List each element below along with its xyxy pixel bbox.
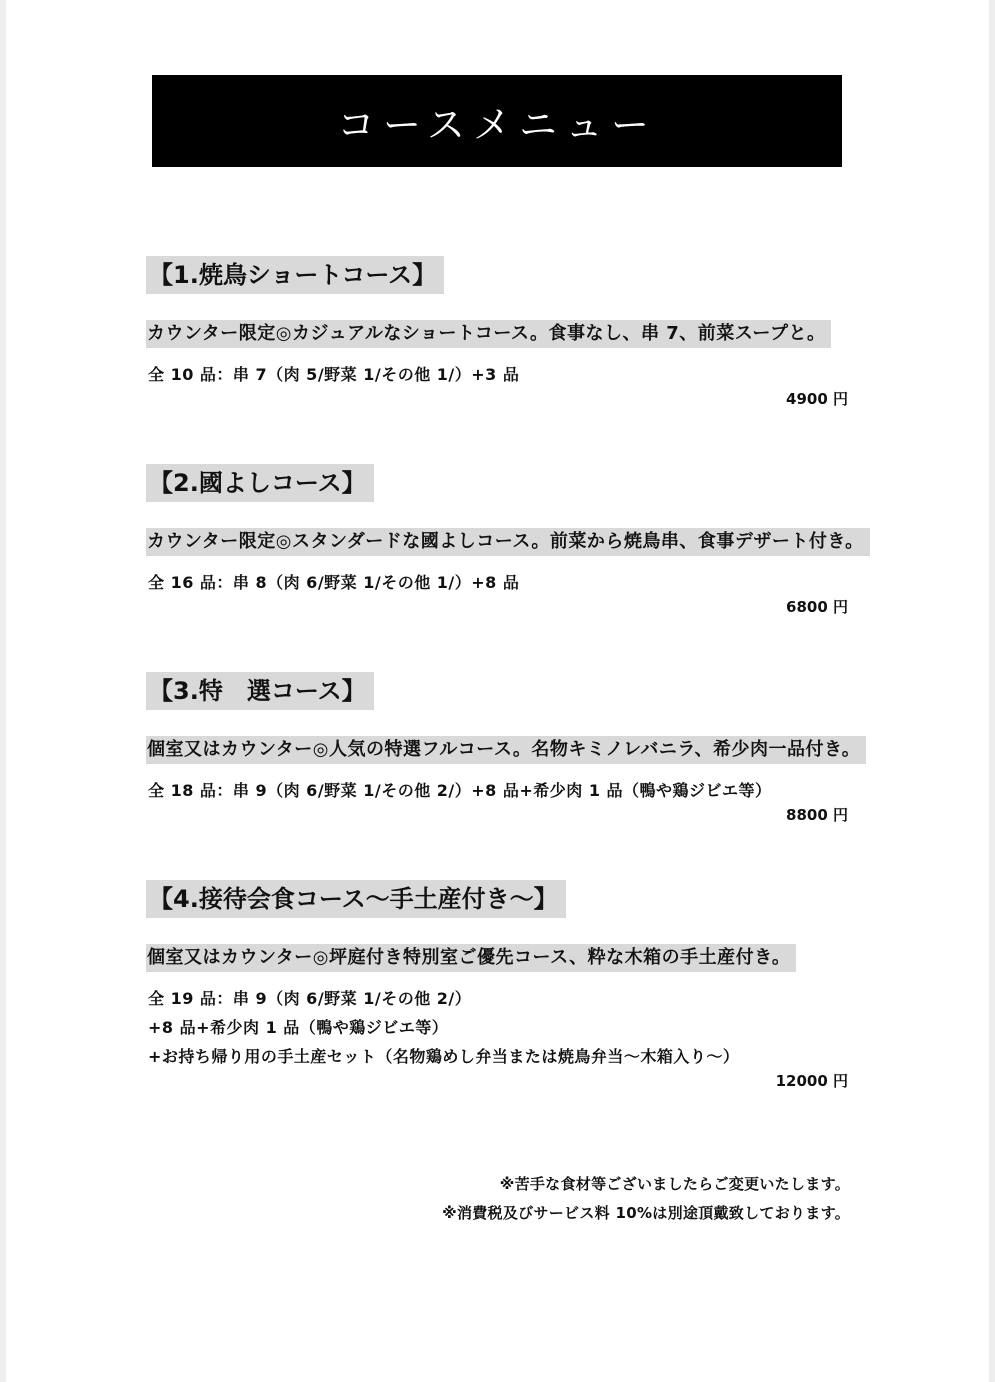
notes bbox=[442, 1170, 850, 1228]
course-4 bbox=[146, 880, 851, 1091]
page-edge-left bbox=[0, 0, 6, 1382]
course-detail: 全 19 品：串 9（肉 6/野菜 1/その他 2/） bbox=[148, 989, 472, 1008]
course-price: 6800 円 bbox=[786, 598, 848, 616]
page-title: コースメニュー bbox=[336, 102, 658, 147]
title-banner bbox=[152, 75, 842, 167]
course-description: カウンター限定◎スタンダードな國よしコース。前菜から焼鳥串、食事デザート付き。 bbox=[146, 528, 870, 556]
note-allergy: ※苦手な食材等ございましたらご変更いたします。 bbox=[499, 1175, 850, 1193]
course-1 bbox=[146, 256, 851, 409]
course-heading: 【4.接待会食コース～手土産付き～】 bbox=[146, 880, 566, 918]
course-heading: 【1.焼鳥ショートコース】 bbox=[146, 256, 444, 294]
course-price: 8800 円 bbox=[786, 806, 848, 824]
course-3 bbox=[146, 672, 861, 825]
course-detail: +お持ち帰り用の手土産セット（名物鶏めし弁当または焼鳥弁当～木箱入り～） bbox=[148, 1047, 740, 1066]
course-price: 12000 円 bbox=[775, 1072, 848, 1090]
course-description: 個室又はカウンター◎人気の特選フルコース。名物キミノレバニラ、希少肉一品付き。 bbox=[146, 736, 866, 764]
course-detail: 全 16 品：串 8（肉 6/野菜 1/その他 1/）+8 品 bbox=[148, 573, 520, 592]
course-detail: 全 18 品：串 9（肉 6/野菜 1/その他 2/）+8 品+希少肉 1 品（鴨や鶏ジビエ等） bbox=[148, 781, 772, 800]
course-detail: 全 10 品：串 7（肉 5/野菜 1/その他 1/）+3 品 bbox=[148, 365, 520, 384]
course-detail: +8 品+希少肉 1 品（鴨や鶏ジビエ等） bbox=[148, 1018, 449, 1037]
course-2 bbox=[146, 464, 864, 617]
note-tax: ※消費税及びサービス料 10%は別途頂戴致しております。 bbox=[442, 1204, 850, 1222]
course-price: 4900 円 bbox=[786, 390, 848, 408]
course-description: 個室又はカウンター◎坪庭付き特別室ご優先コース、粋な木箱の手土産付き。 bbox=[146, 944, 796, 972]
course-heading: 【3.特 選コース】 bbox=[146, 672, 374, 710]
course-description: カウンター限定◎カジュアルなショートコース。食事なし、串 7、前菜スープと。 bbox=[146, 320, 831, 348]
page-edge-right bbox=[989, 0, 995, 1382]
course-heading: 【2.國よしコース】 bbox=[146, 464, 374, 502]
